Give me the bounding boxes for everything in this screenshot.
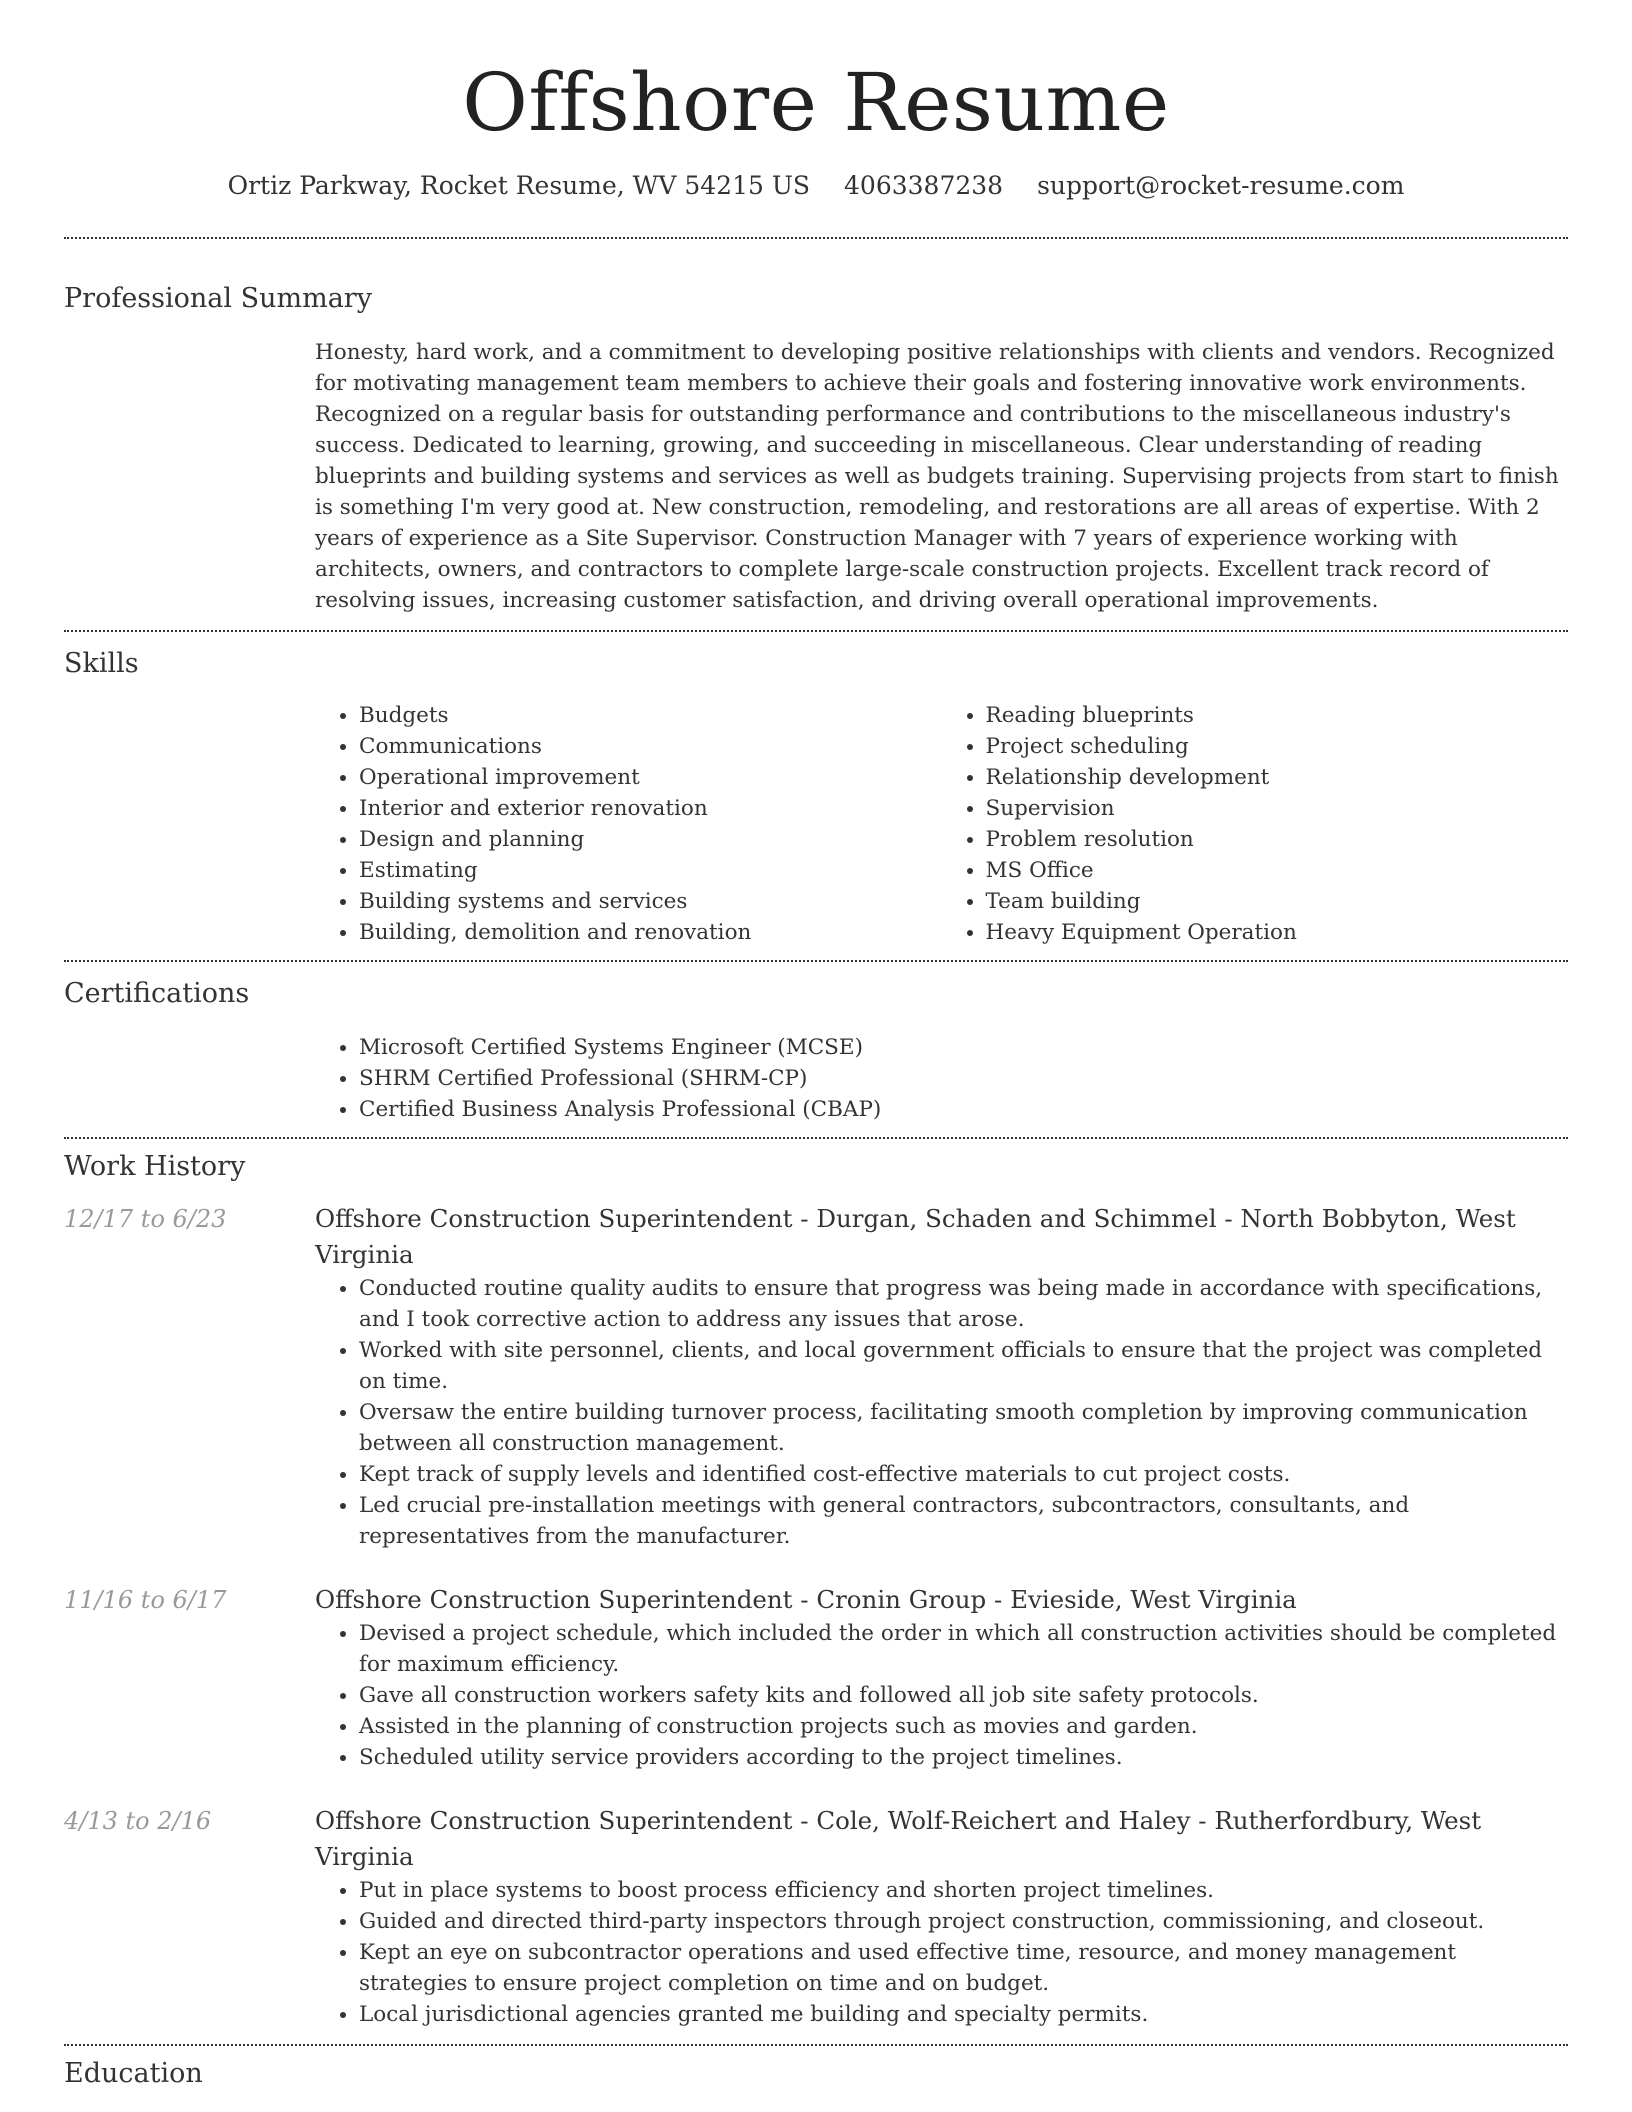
certifications-list (315, 1032, 1568, 1125)
section-divider (64, 630, 1568, 632)
job-bullet: • Gave all construction workers safety kits and followed all job site safety protocols. (359, 1680, 1568, 1711)
section-divider (64, 2044, 1568, 2046)
skill-item: • Problem resolution (986, 824, 1569, 855)
skill-item: • Communications (359, 731, 942, 762)
education-heading: Education (64, 2058, 203, 2089)
job-entry (64, 1582, 1568, 1773)
job-title: Offshore Construction Superintendent - Cronin Group - Evieside, West Virginia (315, 1585, 1297, 1614)
skill-item: • Reading blueprints (986, 700, 1569, 731)
skill-item: • Relationship development (986, 762, 1569, 793)
skill-item: • Operational improvement (359, 762, 942, 793)
certifications-heading: Certifications (64, 978, 250, 1009)
skill-item: • Estimating (359, 855, 942, 886)
job-bullet: • Kept an eye on subcontractor operations and used effective time, resource, and money management strategies to ensure project completion on time and on budget. (359, 1937, 1568, 1999)
job-bullet: • Assisted in the planning of construction projects such as movies and garden. (359, 1711, 1568, 1742)
job-bullet: • Guided and directed third-party inspectors through project construction, commissioning, and closeout. (359, 1906, 1568, 1937)
job-details (315, 1201, 1568, 1552)
job-bullets (315, 1273, 1568, 1552)
contact-phone: 4063387238 (844, 171, 1004, 200)
skill-item: • Building, demolition and renovation (359, 917, 942, 948)
job-bullet: • Put in place systems to boost process efficiency and shorten project timelines. (359, 1875, 1568, 1906)
job-entry (64, 1803, 1568, 2030)
skill-item: • Heavy Equipment Operation (986, 917, 1569, 948)
job-details (315, 1582, 1568, 1773)
job-details (315, 1803, 1568, 2030)
skills-heading: Skills (64, 648, 139, 679)
contact-email: support@rocket-resume.com (1037, 171, 1405, 200)
skills-column-right (942, 700, 1569, 948)
section-divider (64, 1137, 1568, 1139)
skill-item: • Supervision (986, 793, 1569, 824)
contact-address: Ortiz Parkway, Rocket Resume, WV 54215 US (227, 171, 811, 200)
summary-heading: Professional Summary (64, 283, 372, 314)
job-title: Offshore Construction Superintendent - Cole, Wolf-Reichert and Haley - Rutherfordbury, West Virginia (315, 1806, 1482, 1871)
work-history-heading: Work History (64, 1151, 246, 1182)
job-bullet: • Kept track of supply levels and identified cost-effective materials to cut project costs. (359, 1459, 1568, 1490)
certifications-bullets (315, 1032, 1568, 1125)
job-bullet: • Worked with site personnel, clients, and local government officials to ensure that the project was completed on time. (359, 1335, 1568, 1397)
contact-line (64, 168, 1568, 204)
job-bullet: • Conducted routine quality audits to ensure that progress was being made in accordance with specifications, and I took corrective action to address any issues that arose. (359, 1273, 1568, 1335)
skill-item: • Team building (986, 886, 1569, 917)
job-dates: 12/17 to 6/23 (64, 1205, 227, 1233)
job-dates: 4/13 to 2/16 (64, 1807, 212, 1835)
skill-item: • Budgets (359, 700, 942, 731)
certification-item: • SHRM Certified Professional (SHRM-CP) (359, 1063, 1568, 1094)
skill-item: • Design and planning (359, 824, 942, 855)
job-entry (64, 1201, 1568, 1552)
section-divider (64, 237, 1568, 239)
job-bullet: • Oversaw the entire building turnover process, facilitating smooth completion by improving communication between all construction management. (359, 1397, 1568, 1459)
job-title: Offshore Construction Superintendent - Durgan, Schaden and Schimmel - North Bobbyton, West Virginia (315, 1204, 1516, 1269)
skill-item: • Interior and exterior renovation (359, 793, 942, 824)
job-bullets (315, 1618, 1568, 1773)
resume-name: Offshore Resume (462, 56, 1170, 149)
skill-item: • MS Office (986, 855, 1569, 886)
skills-column-left (315, 700, 942, 948)
section-divider (64, 960, 1568, 962)
job-bullets (315, 1875, 1568, 2030)
skill-item: • Building systems and services (359, 886, 942, 917)
job-bullet: • Led crucial pre-installation meetings with general contractors, subcontractors, consultants, and representatives from the manufacturer. (359, 1490, 1568, 1552)
job-dates: 11/16 to 6/17 (64, 1586, 227, 1614)
summary-text: Honesty, hard work, and a commitment to developing positive relationships with clients and vendors. Recognized for motivating management team members to achieve their goals and fostering innovative work environments. Recognized on a regular basis for outstanding performance and contributions to the miscellaneous industry's success. Dedicated to learning, growing, and succeeding in miscellaneous. Clear understanding of reading blueprints and building systems and services as well as budgets training. Supervising projects from start to finish is something I'm very good at. New construction, remodeling, and restorations are all areas of expertise. With 2 years of experience as a Site Supervisor. Construction Manager with 7 years of experience working with architects, owners, and contractors to complete large-scale construction projects. Excellent track record of resolving issues, increasing customer satisfaction, and driving overall operational improvements. (315, 340, 1559, 613)
certification-item: • Microsoft Certified Systems Engineer (MCSE) (359, 1032, 1568, 1063)
skill-item: • Project scheduling (986, 731, 1569, 762)
certification-item: • Certified Business Analysis Professional (CBAP) (359, 1094, 1568, 1125)
job-bullet: • Scheduled utility service providers according to the project timelines. (359, 1742, 1568, 1773)
skills-list (315, 700, 1568, 948)
job-bullet: • Local jurisdictional agencies granted me building and specialty permits. (359, 1999, 1568, 2030)
job-bullet: • Devised a project schedule, which included the order in which all construction activities should be completed for maximum efficiency. (359, 1618, 1568, 1680)
